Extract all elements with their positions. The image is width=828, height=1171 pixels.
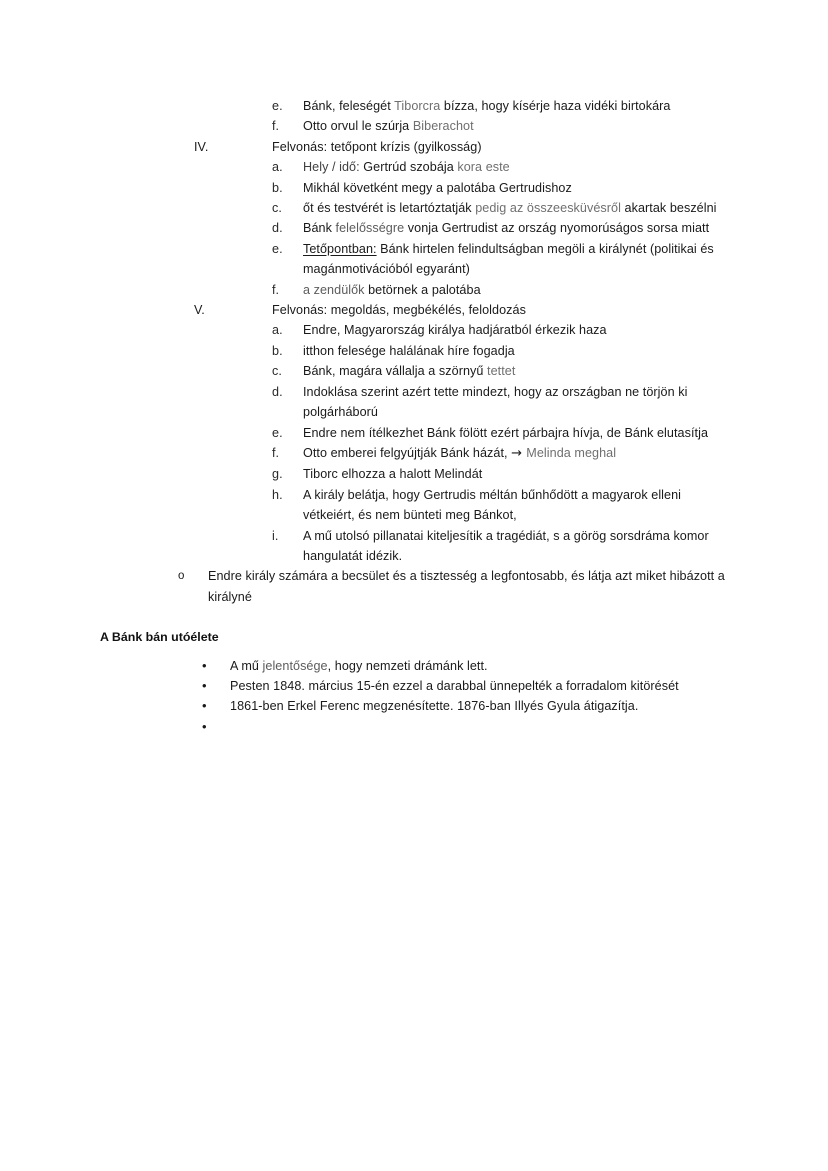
list-item-text (303, 116, 732, 136)
list-item-text (303, 526, 732, 567)
list-item (272, 485, 732, 526)
list-item (272, 178, 732, 198)
list-marker: d. (272, 221, 283, 236)
list-item (272, 116, 732, 136)
text-segment: jelentősége (262, 658, 328, 673)
spacer (0, 648, 828, 656)
list-item (272, 526, 732, 567)
text-segment: Otto orvul le szúrja (303, 119, 413, 134)
list-item-text (303, 320, 732, 340)
list-item (272, 96, 732, 116)
text-segment: A mű (230, 658, 263, 673)
document-content (0, 96, 828, 734)
list-item (272, 198, 732, 218)
list-item-text (303, 341, 732, 361)
text-segment: akartak beszélni (620, 201, 717, 216)
disc-bullet-icon: • (202, 718, 207, 734)
text-segment: kora este (457, 160, 510, 175)
text-segment: Endre nem ítélkezhet Bánk fölött ezért párbajra hívja, de Bánk elutasítja (303, 425, 709, 440)
afterlife-bullet-list (0, 656, 828, 734)
list-item (178, 566, 732, 607)
list-item-text (303, 423, 732, 443)
text-segment: Tetőpontban: (303, 241, 377, 256)
act-iv-title: Felvonás: tetőpont krízis (gyilkosság) (272, 139, 482, 154)
text-segment: A király belátja, hogy Gertrudis méltán bűnhődött a magyarok elleni vétkeiért, és nem bünteti meg Bánkot, (303, 487, 682, 523)
act-v-marker: V. (194, 303, 205, 318)
list-marker: f. (272, 445, 280, 460)
list-item (272, 361, 732, 381)
text-segment: betörnek a palotába (364, 282, 481, 297)
list-marker: a. (272, 160, 283, 175)
outline-top-items (0, 96, 828, 137)
text-segment: → (511, 445, 527, 461)
list-marker: e. (272, 241, 283, 256)
text-segment: Bánk, magára vállalja a szörnyű (303, 364, 488, 379)
outline-act-v-heading (194, 300, 732, 320)
text-segment: Tiborcra (394, 99, 441, 113)
list-marker: a. (272, 323, 283, 338)
list-item (272, 443, 732, 464)
outline-act-iv-items (0, 157, 828, 300)
list-item-text (303, 239, 732, 280)
list-item-text (303, 464, 732, 484)
list-item (272, 464, 732, 484)
list-item (202, 656, 732, 676)
bullet-item-text (230, 656, 732, 676)
list-item-text (303, 178, 732, 198)
bullet-item-text (230, 696, 732, 716)
list-marker: h. (272, 487, 283, 502)
disc-bullet-icon: • (202, 657, 207, 673)
text-segment: vonja Gertrudist az ország nyomorúságos sorsa miatt (404, 221, 710, 236)
list-marker: c. (272, 201, 282, 216)
list-marker: i. (272, 528, 279, 543)
text-segment: Indoklása szerint azért tette mindezt, hogy az országban ne törjön ki polgárháború (303, 384, 688, 420)
list-item-text (303, 443, 732, 464)
text-segment: itthon felesége halálának híre fogadja (303, 343, 515, 358)
list-item (272, 341, 732, 361)
text-segment: pedig az összeesküvésről (475, 201, 621, 216)
text-segment: Tiborc elhozza a halott Melindát (303, 467, 483, 482)
text-segment: Pesten 1848. március 15-én ezzel a darabbal ünnepelték a forradalom kitörését (230, 678, 679, 693)
list-item (272, 280, 732, 300)
list-item (272, 218, 732, 238)
list-marker: e. (272, 99, 283, 113)
list-item-text (303, 382, 732, 423)
list-marker: f. (272, 119, 280, 134)
list-marker: g. (272, 467, 283, 482)
text-segment: Hely / idő: (303, 160, 364, 175)
list-item (202, 676, 732, 696)
list-item (272, 320, 732, 340)
text-segment: őt és testvérét is letartóztatják (303, 201, 476, 216)
list-item (272, 382, 732, 423)
list-marker: c. (272, 364, 282, 379)
text-segment: A mű utolsó pillanatai kiteljesítik a tragédiát, s a görög sorsdráma komor hangulatát idézik. (303, 528, 709, 563)
list-item-text (303, 485, 732, 526)
list-marker: e. (272, 425, 283, 440)
text-segment: bízza, hogy kísérje haza vidéki birtokára (440, 99, 671, 113)
disc-bullet-icon: • (202, 698, 207, 714)
text-segment: a zendülők (303, 282, 365, 297)
outline-closing-note (0, 566, 828, 607)
act-v-title: Felvonás: megoldás, megbékélés, feloldozás (272, 303, 526, 318)
list-item-text (303, 198, 732, 218)
list-item (272, 423, 732, 443)
list-item-text (303, 218, 732, 238)
list-marker: b. (272, 343, 283, 358)
text-segment: Bánk, feleségét (303, 99, 395, 113)
outline-act-v-items (0, 320, 828, 566)
text-segment: Mikhál követként megy a palotába Gertrudishoz (303, 180, 572, 195)
text-segment: Endre, Magyarország királya hadjáratból érkezik haza (303, 323, 607, 338)
text-segment: Melinda meghal (526, 445, 617, 460)
list-item-text (303, 361, 732, 381)
text-segment: , hogy nemzeti drámánk lett. (327, 658, 488, 673)
text-segment: 1861-ben Erkel Ferenc megzenésítette. 1876-ban Illyés Gyula átigazítja. (230, 699, 639, 714)
list-item-text (303, 157, 732, 177)
text-segment: tettet (487, 364, 516, 379)
act-iv-marker: IV. (194, 139, 209, 154)
closing-note-text (208, 566, 732, 607)
text-segment: Gertrúd szobája (363, 160, 458, 175)
spacer (0, 607, 828, 627)
text-segment: Otto emberei felgyújtják Bánk házát, (303, 445, 512, 460)
list-item-text (303, 96, 732, 116)
list-marker: b. (272, 180, 283, 195)
disc-bullet-icon: • (202, 677, 207, 693)
text-segment: Endre király számára a becsület és a tisztesség a legfontosabb, és látja azt miket hibázott a királyné (208, 569, 725, 604)
circle-bullet-icon: o (178, 570, 185, 583)
list-item (272, 157, 732, 177)
outline-act-iv-heading (194, 137, 732, 157)
bullet-item-text (230, 676, 732, 696)
text-segment: Bánk (303, 221, 336, 236)
list-item (272, 239, 732, 280)
text-segment: Bánk hirtelen felindultságban megöli a királynét (politikai és magánmotivációból egyaránt) (303, 241, 714, 277)
list-marker: d. (272, 384, 283, 399)
page-title: A Bánk bán utóélete (100, 630, 219, 645)
list-item (202, 696, 732, 716)
list-item-text (303, 280, 732, 300)
list-marker: f. (272, 282, 280, 297)
text-segment: Biberachot (412, 119, 474, 134)
text-segment: felelősségre (335, 221, 405, 236)
